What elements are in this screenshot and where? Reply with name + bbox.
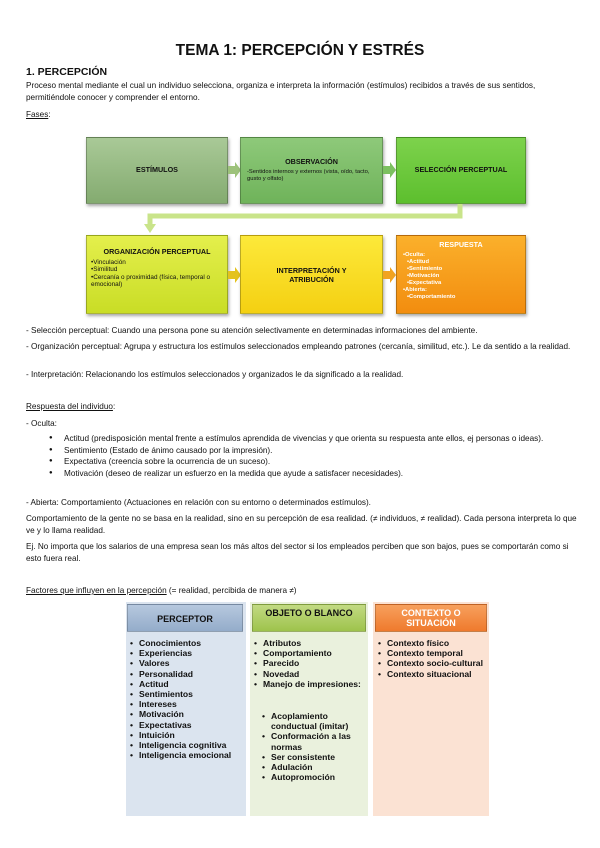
ejemplo-paragraph: Ej. No importa que los salarios de una empresa sean los más altos del sector si los empleados perciben que son bajos, pues se comportarán como si esto fuera real. <box>26 542 569 563</box>
list-item: •Abierta: <box>403 286 427 293</box>
contexto-header: CONTEXTO O SITUACIÓN <box>375 604 487 632</box>
seleccion-label: SELECCIÓN PERCEPTUAL <box>414 165 508 174</box>
perceptor-header: PERCEPTOR <box>127 604 243 632</box>
respuesta-heading-colon: : <box>112 402 116 411</box>
estimulos-box <box>86 137 228 204</box>
list-item: • Inteligencia cognitiva <box>128 740 244 750</box>
list-item: • Intuición <box>128 730 244 740</box>
fases-label <box>26 109 582 121</box>
organizacion-box <box>86 235 228 314</box>
factores-heading-suffix: (= realidad, percibida de manera ≠) <box>166 586 297 595</box>
def-organizacion: - Organización perceptual: Agrupa y estructura los estímulos seleccionados empleando patrones (cercanía, similitud, etc.). Le da sentido a la realidad. <box>26 342 571 351</box>
list-item: •Oculta: <box>403 251 425 258</box>
list-item: • Expectativas <box>128 720 244 730</box>
list-item: •Actitud <box>407 258 429 265</box>
list-item: •Motivación <box>407 272 440 279</box>
section-heading: 1. PERCEPCIÓN <box>26 66 108 78</box>
list-item: • Conocimientos <box>128 638 244 648</box>
abierta-label: - Abierta: Comportamiento (Actuaciones en relación con su entorno o determinados estímulos). <box>26 498 371 507</box>
list-item: • Autopromoción <box>260 772 366 782</box>
observacion-title: OBSERVACIÓN <box>285 157 338 166</box>
arrow-right-icon <box>383 265 397 285</box>
oculta-label: - Oculta: <box>26 419 57 428</box>
arrow-right-icon <box>383 160 397 180</box>
list-item: • Comportamiento <box>252 648 366 658</box>
list-item: • Intereses <box>128 699 244 709</box>
list-item: • Parecido <box>252 658 366 668</box>
list-item: • Acoplamiento conductual (imitar) <box>260 711 366 731</box>
organizacion-title: ORGANIZACIÓN PERCEPTUAL <box>103 247 211 256</box>
objeto-list <box>252 638 366 689</box>
list-item: ● Motivación (deseo de realizar un esfuerzo en la medida que ayude a satisfacer necesidades). <box>26 468 582 480</box>
list-item: • Valores <box>128 658 244 668</box>
contexto-column <box>373 602 489 816</box>
definition-paragraph: Proceso mental mediante el cual un individuo selecciona, organiza e interpreta la información (estímulos) recibidos a través de sus sentidos, permitiéndole conocer y comprender el entorno. <box>26 81 536 102</box>
list-item: • Sentimientos <box>128 689 244 699</box>
def-seleccion: - Selección perceptual: Cuando una persona pone su atención selectivamente en determinadas informaciones del ambiente. <box>26 326 478 335</box>
list-item: • Inteligencia emocional <box>128 750 244 760</box>
list-item: • Contexto situacional <box>376 669 486 679</box>
fases-label-colon: : <box>48 110 51 119</box>
list-item: • Manejo de impresiones: <box>252 679 366 689</box>
list-item: • Actitud <box>128 679 244 689</box>
list-item: •Comportamiento <box>407 293 456 300</box>
list-item: •Similitud <box>91 266 118 274</box>
list-item: • Contexto físico <box>376 638 486 648</box>
oculta-list <box>26 433 582 479</box>
objeto-column <box>250 602 368 816</box>
objeto-header: OBJETO O BLANCO <box>252 604 366 632</box>
factores-heading-text: Factores que influyen en la percepción <box>26 586 167 595</box>
list-item: ● Actitud (predisposición mental frente a estímulos aprendida de vivencias y que orienta su respuesta ante ellos, ej personas o ideas). <box>26 433 582 445</box>
seleccion-box <box>396 137 526 204</box>
list-item: • Conformación a las normas <box>260 731 366 751</box>
return-arrow-icon <box>142 204 466 234</box>
list-item: • Motivación <box>128 709 244 719</box>
fases-label-text: Fases <box>26 110 49 119</box>
objeto-sublist <box>260 711 366 782</box>
list-item: • Experiencias <box>128 648 244 658</box>
list-item: • Personalidad <box>128 669 244 679</box>
organizacion-list <box>87 259 227 289</box>
contexto-list <box>376 638 486 679</box>
list-item: •Vinculación <box>91 258 126 266</box>
respuesta-heading <box>26 401 582 413</box>
list-item: • Contexto socio-cultural <box>376 658 486 668</box>
def-interpretacion: - Interpretación: Relacionando los estímulos seleccionados y organizados le da significado a la realidad. <box>26 370 404 379</box>
perceptor-list <box>128 638 244 760</box>
list-item: ● Sentimiento (Estado de ánimo causado por la impresión). <box>26 445 582 457</box>
interpretacion-box <box>240 235 383 314</box>
observacion-box <box>240 137 383 204</box>
estimulos-label: ESTÍMULOS <box>136 165 178 174</box>
respuesta-box <box>396 235 526 314</box>
respuesta-list <box>397 252 525 301</box>
list-item: •Sentimiento <box>407 265 443 272</box>
list-item: • Novedad <box>252 669 366 679</box>
respuesta-heading-text: Respuesta del individuo <box>26 402 113 411</box>
factores-heading <box>26 585 582 597</box>
list-item: • Atributos <box>252 638 366 648</box>
list-item: • Contexto temporal <box>376 648 486 658</box>
list-item: ● Expectativa (creencia sobre la ocurrencia de un suceso). <box>26 456 582 468</box>
interpretacion-label: INTERPRETACIÓN Y ATRIBUCIÓN <box>276 266 347 284</box>
respuesta-title: RESPUESTA <box>439 240 483 249</box>
page-title: TEMA 1: PERCEPCIÓN Y ESTRÉS <box>175 42 425 59</box>
list-item: • Ser consistente <box>260 752 366 762</box>
observacion-text: -Sentidos internos y externos (vista, oído, tacto, gusto y olfato) <box>247 168 370 182</box>
comportamiento-paragraph: Comportamiento de la gente no se basa en la realidad, sino en su percepción de esa realidad. (≠ individuos, ≠ realidad). Cada persona interpreta lo que ve y lo llama realidad. <box>26 514 577 535</box>
list-item: •Expectativa <box>407 279 442 286</box>
list-item: • Adulación <box>260 762 366 772</box>
list-item: •Cercanía o proximidad (física, temporal o emocional) <box>91 273 211 289</box>
